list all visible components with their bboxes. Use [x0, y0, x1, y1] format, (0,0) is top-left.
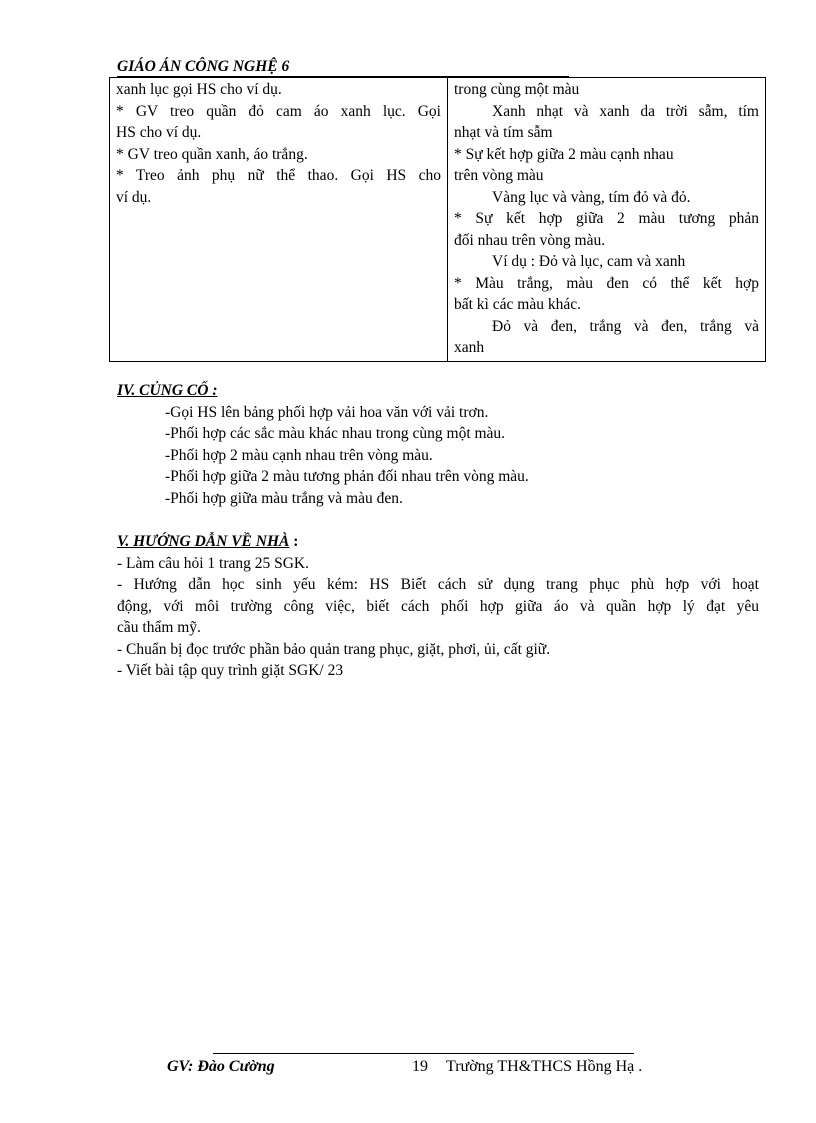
right-line: trong cùng một màu: [454, 81, 580, 98]
footer-divider: [213, 1053, 634, 1054]
lesson-table: [109, 77, 766, 362]
right-line: * Sự kết hợp giữa 2 màu tương phản: [454, 210, 759, 227]
right-line: xanh: [454, 339, 485, 356]
left-line: ví dụ.: [116, 188, 152, 206]
consolidation-section: [117, 380, 677, 509]
right-line: Vàng lục và vàng, tím đỏ và đỏ.: [492, 188, 691, 206]
footer-teacher: GV: Đào Cường: [167, 1058, 275, 1075]
right-line: Ví dụ : Đỏ và lục, cam và xanh: [492, 253, 686, 270]
section-title: V. HƯỚNG DẪN VỀ NHÀ: [117, 533, 290, 550]
right-line: Đỏ và đen, trắng và đen, trắng và: [492, 317, 759, 335]
right-line: * Màu trắng, màu đen có thể kết hợp: [454, 274, 759, 292]
left-line: * Treo ảnh phụ nữ thể thao. Gọi HS cho: [116, 167, 441, 184]
list-item: - Làm câu hỏi 1 trang 25 SGK.: [117, 554, 309, 572]
page-number: 19: [412, 1058, 428, 1075]
list-item: -Phối hợp giữa 2 màu tương phản đối nhau trên vòng màu.: [165, 468, 529, 485]
left-line: xanh lục gọi HS cho ví dụ.: [116, 81, 282, 98]
section-title: IV. CỦNG CỐ :: [117, 382, 218, 399]
right-line: nhạt và tím sẫm: [454, 124, 553, 141]
list-item: - Hướng dẫn học sinh yếu kém: HS Biết cách sử dụng trang phục phù hợp với hoạt: [117, 576, 759, 593]
table-row: [110, 78, 766, 362]
list-item: động, với môi trường công việc, biết cách phối hợp giữa áo và quần hợp lý đạt yêu: [117, 597, 759, 615]
list-item: - Viết bài tập quy trình giặt SGK/ 23: [117, 662, 344, 679]
list-item: - Chuẩn bị đọc trước phần bảo quản trang phục, giặt, phơi, ủi, cất giữ.: [117, 640, 551, 658]
right-line: * Sự kết hợp giữa 2 màu cạnh nhau: [454, 145, 674, 163]
list-item: cầu thẩm mỹ.: [117, 619, 201, 636]
right-line: Xanh nhạt và xanh da trời sẫm, tím: [492, 102, 759, 120]
footer-school: Trường TH&THCS Hồng Hạ .: [446, 1058, 643, 1075]
page-header: [117, 58, 569, 77]
left-line: * GV treo quần đỏ cam áo xanh lục. Gọi: [116, 102, 441, 120]
teacher-activity-cell: [110, 78, 448, 362]
right-line: bất kì các màu khác.: [454, 296, 581, 313]
right-line: trên vòng màu: [454, 167, 544, 184]
list-item: -Phối hợp giữa màu trắng và màu đen.: [165, 489, 403, 507]
list-item: -Phối hợp các sắc màu khác nhau trong cùng một màu.: [165, 425, 506, 442]
section-heading: [117, 531, 759, 553]
homework-section: [117, 531, 759, 682]
right-line: đối nhau trên vòng màu.: [454, 231, 606, 249]
list-item: -Phối hợp 2 màu cạnh nhau trên vòng màu.: [165, 446, 433, 464]
left-line: * GV treo quần xanh, áo trắng.: [116, 145, 308, 163]
list-item: -Gọi HS lên bảng phối hợp vải hoa văn với vải trơn.: [165, 403, 489, 421]
title-suffix: :: [289, 533, 299, 550]
left-line: HS cho ví dụ.: [116, 124, 202, 141]
content-cell: [448, 78, 766, 362]
header-title: GIÁO ÁN CÔNG NGHỆ 6: [117, 58, 290, 75]
